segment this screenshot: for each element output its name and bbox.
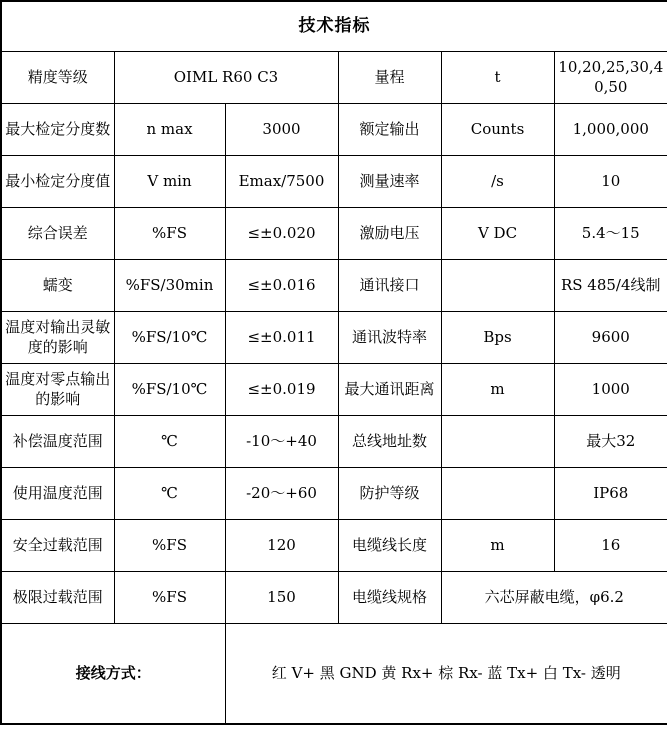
spec-label: 激励电压	[338, 207, 441, 259]
table-row	[1, 467, 667, 519]
spec-unit: m	[441, 363, 554, 415]
spec-unit: ℃	[114, 467, 225, 519]
spec-unit	[441, 259, 554, 311]
spec-unit: %FS	[114, 571, 225, 623]
spec-unit: /s	[441, 155, 554, 207]
table-title-row	[1, 1, 667, 51]
wiring-value: 红 V+ 黑 GND 黄 Rx+ 棕 Rx- 蓝 Tx+ 白 Tx- 透明	[225, 623, 667, 724]
spec-label: 总线地址数	[338, 415, 441, 467]
spec-value: 10,20,25,30,40,50	[554, 51, 667, 103]
spec-label: 综合误差	[1, 207, 114, 259]
spec-unit	[441, 415, 554, 467]
spec-value: 3000	[225, 103, 338, 155]
spec-label: 补偿温度范围	[1, 415, 114, 467]
spec-value: 10	[554, 155, 667, 207]
spec-value: 最大32	[554, 415, 667, 467]
spec-unit: %FS	[114, 207, 225, 259]
spec-label: 电缆线规格	[338, 571, 441, 623]
table-row	[1, 571, 667, 623]
spec-value: 120	[225, 519, 338, 571]
spec-unit: V min	[114, 155, 225, 207]
spec-unit: n max	[114, 103, 225, 155]
spec-value: ≤±0.016	[225, 259, 338, 311]
table-row	[1, 207, 667, 259]
spec-unit	[441, 467, 554, 519]
table-row	[1, 363, 667, 415]
spec-label: 极限过载范围	[1, 571, 114, 623]
spec-label: 最小检定分度值	[1, 155, 114, 207]
spec-value: ≤±0.011	[225, 311, 338, 363]
table-row	[1, 103, 667, 155]
wiring-row	[1, 623, 667, 724]
spec-value: 16	[554, 519, 667, 571]
spec-value: 150	[225, 571, 338, 623]
spec-label: 通讯接口	[338, 259, 441, 311]
table-row	[1, 51, 667, 103]
spec-label: 量程	[338, 51, 441, 103]
spec-unit: %FS	[114, 519, 225, 571]
table-row	[1, 311, 667, 363]
spec-label: 最大检定分度数	[1, 103, 114, 155]
spec-value: IP68	[554, 467, 667, 519]
wiring-label: 接线方式：	[1, 623, 225, 724]
spec-unit: %FS/30min	[114, 259, 225, 311]
spec-value: OIML R60 C3	[114, 51, 338, 103]
spec-unit: ℃	[114, 415, 225, 467]
spec-unit: %FS/10℃	[114, 363, 225, 415]
spec-label: 额定输出	[338, 103, 441, 155]
spec-unit: Counts	[441, 103, 554, 155]
spec-label: 蠕变	[1, 259, 114, 311]
spec-unit: %FS/10℃	[114, 311, 225, 363]
table-row	[1, 519, 667, 571]
spec-value: RS 485/4线制	[554, 259, 667, 311]
spec-unit: t	[441, 51, 554, 103]
spec-value: ≤±0.019	[225, 363, 338, 415]
spec-label: 最大通讯距离	[338, 363, 441, 415]
spec-value: ≤±0.020	[225, 207, 338, 259]
spec-value: 1,000,000	[554, 103, 667, 155]
spec-label: 精度等级	[1, 51, 114, 103]
spec-label: 安全过载范围	[1, 519, 114, 571]
spec-value: Emax/7500	[225, 155, 338, 207]
spec-label: 电缆线长度	[338, 519, 441, 571]
table-row	[1, 415, 667, 467]
spec-value: -20～+60	[225, 467, 338, 519]
table-row	[1, 155, 667, 207]
spec-label: 温度对零点输出的影响	[1, 363, 114, 415]
table-row	[1, 259, 667, 311]
spec-label: 防护等级	[338, 467, 441, 519]
spec-unit: m	[441, 519, 554, 571]
spec-value: 六芯屏蔽电缆，φ6.2	[441, 571, 667, 623]
spec-unit: Bps	[441, 311, 554, 363]
spec-label: 测量速率	[338, 155, 441, 207]
spec-label: 使用温度范围	[1, 467, 114, 519]
spec-value: 5.4～15	[554, 207, 667, 259]
spec-value: 9600	[554, 311, 667, 363]
spec-label: 温度对输出灵敏度的影响	[1, 311, 114, 363]
table-title: 技术指标	[1, 1, 667, 51]
spec-value: 1000	[554, 363, 667, 415]
spec-unit: V DC	[441, 207, 554, 259]
spec-value: -10～+40	[225, 415, 338, 467]
spec-label: 通讯波特率	[338, 311, 441, 363]
